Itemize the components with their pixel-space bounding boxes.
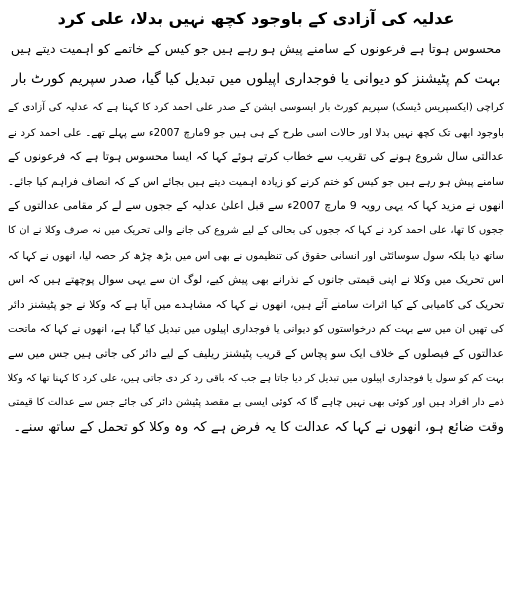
body-line: انھوں نے مزید کہا کہ یہی رویہ 9 مارچ 2007ء سے قبل اعلیٰ عدلیہ کے ججوں سے لے کر مقامی عدالتوں کے	[8, 199, 504, 213]
body-line: کی تھیں ان میں سے بہت کم درخواستوں کو دیوانی یا فوجداری اپیلوں میں تبدیل کیا گیا ہے، انھوں نے کہا کہ ماتحت	[8, 323, 504, 336]
body-line: وقت ضائع ہو، انھوں نے کہا کہ عدالت کا یہ فرض ہے کہ وہ وکلا کو تحمل کے ساتھ سنے۔	[13, 419, 504, 435]
body-line: ججوں کا تھا، علی احمد کرد نے کہا کہ ججوں کی بحالی کے لیے شروع کی جانے والی تحریک میں نہ صرف وکلا نے ان کا	[8, 224, 504, 236]
body-line: تحریک کی کامیابی کے کیا اثرات سامنے آئے ہیں، انھوں نے کہا کہ مشاہدے میں آیا ہے کہ وکلا نے جو پٹیشنز دائر	[8, 297, 504, 311]
sub-headline: بہت کم پٹیشنز کو دیوانی یا فوجداری اپیلوں میں تبدیل کیا گیا، صدر سپریم کورٹ بار	[11, 71, 501, 87]
body-line: بہت کم کو سول یا فوجداری اپیلوں میں تبدیل کر دیا جاتا ہے جب کہ باقی رد کر دی جاتی ہیں، علی کرد کا کہنا تھا کہ وکلا	[8, 372, 504, 384]
body-line: ذمے دار افراد ہیں اور کوئی بھی نہیں چاہے گا کہ کوئی ایسی بے مقصد پٹیشن دائر کی جائے جس سے عدالت کا قیمتی	[8, 397, 504, 409]
body-line: عدالتی سال شروع ہونے کی تقریب سے خطاب کرتے ہوئے کہا کہ ایسا محسوس ہوتا ہے کہ فرعونوں کے	[8, 150, 504, 164]
body-line: ساتھ دیا بلکہ سول سوسائٹی اور انسانی حقوق کی تنظیموں نے بھی اس میں بڑھ چڑھ کر حصہ لیا، انھوں نے کہا کہ	[8, 249, 504, 262]
body-line: سامنے پیش ہو رہے ہیں جو کیس کو ختم کرنے کو زیادہ اہمیت دیتے ہیں بجائے اس کے کہ انصاف فراہم کیا جائے۔	[8, 175, 504, 188]
body-line: اس تحریک میں وکلا نے اپنی قیمتی جانوں کے نذرانے بھی پیش کیے، لوگ ان سے یہی سوال پوچھتے ہیں کہ اس	[8, 273, 504, 287]
headline-block	[8, 4, 504, 94]
main-headline: عدلیہ کی آزادی کے باوجود کچھ نہیں بدلا، علی کرد	[57, 9, 455, 28]
sub-headline: محسوس ہوتا ہے فرعونوں کے سامنے پیش ہو رہے ہیں جو کیس کے خاتمے کو اہمیت دیتے ہیں	[10, 41, 502, 56]
body-line: کراچی (ایکسپریس ڈیسک) سپریم کورٹ بار ایسوسی ایشن کے صدر علی احمد کرد کا کہنا ہے کہ عدلیہ کی آزادی کے	[8, 102, 504, 113]
body-line: باوجود ابھی تک کچھ نہیں بدلا اور حالات اسی طرح کے ہی ہیں جو 9مارچ 2007ء سے پہلے تھے۔ علی احمد کرد نے	[8, 126, 504, 139]
article-body	[8, 96, 504, 440]
body-line: عدالتوں کے فیصلوں کے خلاف ایک سو پچاس کے قریب پٹیشنز ریلیف کے لیے دائر کی جاتی ہیں جس میں سے	[8, 346, 504, 360]
